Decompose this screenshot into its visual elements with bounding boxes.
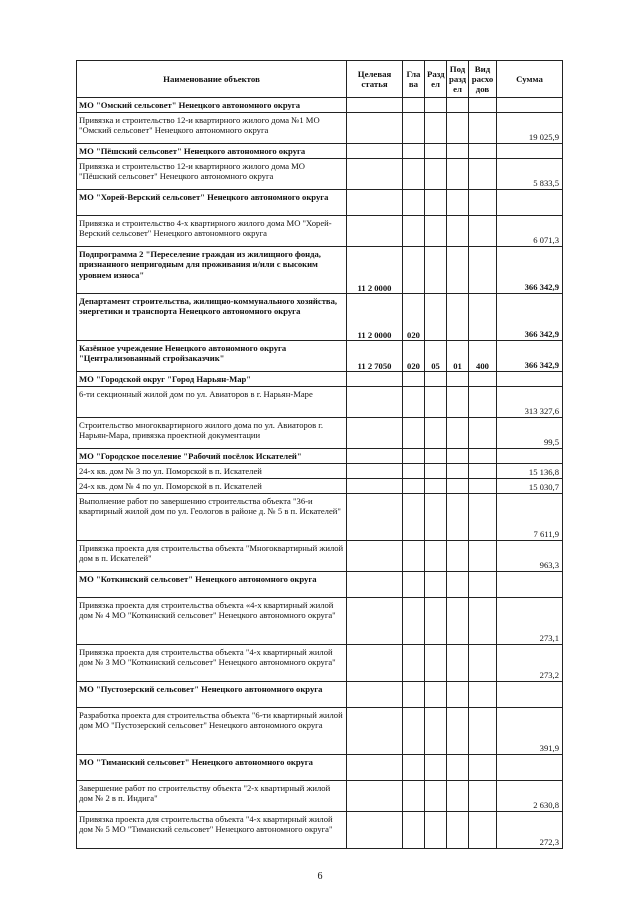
cell-name: МО "Городское поселение "Рабочий посёлок Искателей": [77, 449, 347, 464]
cell-sum: 273,2: [497, 645, 563, 682]
cell-sum: 19 025,9: [497, 113, 563, 144]
table-body: [77, 98, 563, 849]
cell-expense-type: [469, 190, 497, 216]
cell-name: Привязка и строительство 12-и квартирного жилого дома №1 МО "Омский сельсовет" Ненецкого автономного округа: [77, 113, 347, 144]
cell-expense-type: [469, 159, 497, 190]
cell-chapter: [403, 144, 425, 159]
cell-expense-type: [469, 372, 497, 387]
cell-name: Завершение работ по строительству объекта "2-х квартирный жилой дом № 2 в п. Индига": [77, 781, 347, 812]
cell-section: [425, 598, 447, 645]
cell-target-article: [347, 755, 403, 781]
cell-name: Привязка проекта для строительства объекта "Многоквартирный жилой дом в п. Искателей": [77, 541, 347, 572]
cell-section: [425, 781, 447, 812]
cell-target-article: [347, 372, 403, 387]
cell-name: Казённое учреждение Ненецкого автономного округа "Централизованный стройзаказчик": [77, 341, 347, 372]
cell-chapter: [403, 113, 425, 144]
cell-target-article: [347, 541, 403, 572]
cell-section: [425, 98, 447, 113]
table-row: [77, 682, 563, 708]
budget-table: [76, 60, 563, 849]
cell-name: МО "Омский сельсовет" Ненецкого автономного округа: [77, 98, 347, 113]
cell-expense-type: [469, 387, 497, 418]
cell-subsection: [447, 98, 469, 113]
cell-expense-type: [469, 645, 497, 682]
table-row: [77, 113, 563, 144]
header-name: Наименование объектов: [77, 61, 347, 98]
cell-chapter: [403, 781, 425, 812]
cell-expense-type: [469, 98, 497, 113]
cell-name: Привязка и строительство 4-х квартирного жилого дома МО "Хорей-Верский сельсовет" Ненецкого автономного округа: [77, 216, 347, 247]
cell-target-article: 11 2 0000: [347, 247, 403, 294]
cell-section: [425, 645, 447, 682]
cell-subsection: [447, 216, 469, 247]
cell-expense-type: 400: [469, 341, 497, 372]
cell-chapter: [403, 372, 425, 387]
table-row: [77, 645, 563, 682]
cell-chapter: [403, 418, 425, 449]
cell-expense-type: [469, 682, 497, 708]
table-row: [77, 144, 563, 159]
header-subsection: Под разд ел: [447, 61, 469, 98]
cell-expense-type: [469, 598, 497, 645]
cell-sum: 963,3: [497, 541, 563, 572]
cell-subsection: 01: [447, 341, 469, 372]
cell-subsection: [447, 464, 469, 479]
cell-expense-type: [469, 781, 497, 812]
cell-subsection: [447, 494, 469, 541]
cell-expense-type: [469, 755, 497, 781]
cell-sum: 15 030,7: [497, 479, 563, 494]
table-row: [77, 572, 563, 598]
cell-sum: [497, 682, 563, 708]
header-chapter: Гла ва: [403, 61, 425, 98]
cell-name: МО "Тиманский сельсовет" Ненецкого автономного округа: [77, 755, 347, 781]
cell-expense-type: [469, 418, 497, 449]
cell-subsection: [447, 708, 469, 755]
cell-target-article: 11 2 7050: [347, 341, 403, 372]
cell-chapter: [403, 645, 425, 682]
cell-target-article: [347, 190, 403, 216]
cell-target-article: [347, 494, 403, 541]
cell-subsection: [447, 159, 469, 190]
table-row: [77, 708, 563, 755]
cell-subsection: [447, 572, 469, 598]
cell-subsection: [447, 294, 469, 341]
table-row: [77, 247, 563, 294]
cell-subsection: [447, 781, 469, 812]
cell-section: [425, 449, 447, 464]
cell-subsection: [447, 247, 469, 294]
cell-chapter: [403, 708, 425, 755]
cell-expense-type: [469, 449, 497, 464]
cell-target-article: [347, 98, 403, 113]
cell-name: МО "Коткинский сельсовет" Ненецкого автономного округа: [77, 572, 347, 598]
cell-target-article: [347, 645, 403, 682]
table-row: [77, 755, 563, 781]
cell-chapter: [403, 541, 425, 572]
cell-expense-type: [469, 541, 497, 572]
cell-chapter: [403, 572, 425, 598]
table-row: [77, 812, 563, 849]
cell-target-article: [347, 113, 403, 144]
cell-subsection: [447, 113, 469, 144]
cell-subsection: [447, 449, 469, 464]
cell-target-article: [347, 216, 403, 247]
cell-name: Привязка проекта для строительства объекта «4-х квартирный жилой дом № 4 МО "Коткинский сельсовет" Ненецкого автономного округа": [77, 598, 347, 645]
cell-name: Выполнение работ по завершению строительства объекта "36-и квартирный жилой дом по ул. Геологов в районе д. № 5 в п. Искателей": [77, 494, 347, 541]
cell-section: [425, 812, 447, 849]
cell-sum: [497, 572, 563, 598]
cell-target-article: [347, 572, 403, 598]
table-row: [77, 598, 563, 645]
table-row: [77, 541, 563, 572]
table-row: [77, 341, 563, 372]
cell-sum: 272,3: [497, 812, 563, 849]
cell-section: [425, 113, 447, 144]
header-expense-type: Вид расхо дов: [469, 61, 497, 98]
cell-expense-type: [469, 494, 497, 541]
cell-chapter: [403, 598, 425, 645]
cell-section: [425, 755, 447, 781]
cell-sum: [497, 144, 563, 159]
cell-sum: [497, 449, 563, 464]
cell-sum: 6 071,3: [497, 216, 563, 247]
cell-subsection: [447, 387, 469, 418]
cell-section: [425, 159, 447, 190]
cell-target-article: 11 2 0000: [347, 294, 403, 341]
cell-subsection: [447, 418, 469, 449]
cell-chapter: 020: [403, 341, 425, 372]
cell-expense-type: [469, 572, 497, 598]
cell-section: [425, 216, 447, 247]
cell-target-article: [347, 387, 403, 418]
cell-subsection: [447, 645, 469, 682]
cell-sum: 5 833,5: [497, 159, 563, 190]
cell-name: Привязка проекта для строительства объекта "4-х квартирный жилой дом № 3 МО "Коткинский сельсовет" Ненецкого автономного округа": [77, 645, 347, 682]
cell-chapter: [403, 494, 425, 541]
header-section: Разд ел: [425, 61, 447, 98]
cell-target-article: [347, 418, 403, 449]
cell-target-article: [347, 449, 403, 464]
cell-target-article: [347, 682, 403, 708]
table-row: [77, 372, 563, 387]
cell-section: [425, 464, 447, 479]
table-row: [77, 418, 563, 449]
cell-sum: 366 342,9: [497, 247, 563, 294]
cell-sum: [497, 98, 563, 113]
cell-name: Привязка проекта для строительства объекта "4-х квартирный жилой дом № 5 МО "Тиманский сельсовет" Ненецкого автономного округа": [77, 812, 347, 849]
table-row: [77, 449, 563, 464]
cell-subsection: [447, 812, 469, 849]
cell-name: 24-х кв. дом № 4 по ул. Поморской в п. Искателей: [77, 479, 347, 494]
cell-name: МО "Пустозерский сельсовет" Ненецкого автономного округа: [77, 682, 347, 708]
cell-section: [425, 682, 447, 708]
table-row: [77, 190, 563, 216]
cell-sum: 366 342,9: [497, 294, 563, 341]
cell-chapter: [403, 755, 425, 781]
page-number: 6: [317, 871, 323, 882]
cell-section: [425, 387, 447, 418]
table-row: [77, 159, 563, 190]
cell-sum: 99,5: [497, 418, 563, 449]
table-row: [77, 479, 563, 494]
cell-name: Подпрограмма 2 "Переселение граждан из жилищного фонда, признанного непригодным для проживания и/или с высоким уровнем износа": [77, 247, 347, 294]
cell-section: [425, 572, 447, 598]
cell-name: 6-ти секционный жилой дом по ул. Авиаторов в г. Нарьян-Маре: [77, 387, 347, 418]
cell-sum: 366 342,9: [497, 341, 563, 372]
table-row: [77, 98, 563, 113]
cell-section: 05: [425, 341, 447, 372]
cell-chapter: [403, 216, 425, 247]
table-row: [77, 294, 563, 341]
header-sum: Сумма: [497, 61, 563, 98]
cell-expense-type: [469, 812, 497, 849]
cell-section: [425, 494, 447, 541]
cell-name: Привязка и строительство 12-и квартирного жилого дома МО "Пёшский сельсовет" Ненецкого автономного округа: [77, 159, 347, 190]
cell-name: Строительство многоквартирного жилого дома по ул. Авиаторов г. Нарьян-Мара, привязка проектной документации: [77, 418, 347, 449]
cell-chapter: [403, 247, 425, 294]
cell-target-article: [347, 781, 403, 812]
cell-section: [425, 418, 447, 449]
cell-section: [425, 541, 447, 572]
cell-target-article: [347, 708, 403, 755]
cell-subsection: [447, 372, 469, 387]
cell-section: [425, 708, 447, 755]
cell-chapter: [403, 682, 425, 708]
cell-chapter: [403, 464, 425, 479]
table-row: [77, 387, 563, 418]
header-row: [77, 61, 563, 98]
cell-expense-type: [469, 708, 497, 755]
cell-expense-type: [469, 294, 497, 341]
cell-chapter: [403, 449, 425, 464]
cell-chapter: 020: [403, 294, 425, 341]
table-row: [77, 781, 563, 812]
cell-sum: 313 327,6: [497, 387, 563, 418]
cell-subsection: [447, 190, 469, 216]
cell-section: [425, 372, 447, 387]
cell-sum: 391,9: [497, 708, 563, 755]
cell-expense-type: [469, 113, 497, 144]
cell-name: МО "Городской округ "Город Нарьян-Мар": [77, 372, 347, 387]
table-row: [77, 464, 563, 479]
cell-name: Департамент строительства, жилищно-коммунального хозяйства, энергетики и транспорта Ненецкого автономного округа: [77, 294, 347, 341]
cell-subsection: [447, 479, 469, 494]
cell-subsection: [447, 541, 469, 572]
cell-name: МО "Пёшский сельсовет" Ненецкого автономного округа: [77, 144, 347, 159]
cell-sum: 273,1: [497, 598, 563, 645]
cell-target-article: [347, 598, 403, 645]
cell-sum: 2 630,8: [497, 781, 563, 812]
table-row: [77, 216, 563, 247]
cell-chapter: [403, 190, 425, 216]
cell-section: [425, 247, 447, 294]
cell-subsection: [447, 682, 469, 708]
cell-expense-type: [469, 464, 497, 479]
cell-subsection: [447, 144, 469, 159]
cell-target-article: [347, 812, 403, 849]
cell-subsection: [447, 755, 469, 781]
cell-section: [425, 144, 447, 159]
cell-name: Разработка проекта для строительства объекта "6-ти квартирный жилой дом МО "Пустозерский сельсовет" Ненецкого автономного округа: [77, 708, 347, 755]
header-target-article: Целевая статья: [347, 61, 403, 98]
cell-section: [425, 190, 447, 216]
cell-expense-type: [469, 144, 497, 159]
cell-sum: 7 611,9: [497, 494, 563, 541]
cell-subsection: [447, 598, 469, 645]
cell-expense-type: [469, 479, 497, 494]
cell-target-article: [347, 144, 403, 159]
cell-name: 24-х кв. дом № 3 по ул. Поморской в п. Искателей: [77, 464, 347, 479]
cell-name: МО "Хорей-Верский сельсовет" Ненецкого автономного округа: [77, 190, 347, 216]
cell-target-article: [347, 464, 403, 479]
cell-chapter: [403, 387, 425, 418]
table-header: [77, 61, 563, 98]
table-row: [77, 494, 563, 541]
cell-section: [425, 479, 447, 494]
cell-chapter: [403, 812, 425, 849]
cell-chapter: [403, 98, 425, 113]
cell-sum: [497, 755, 563, 781]
cell-section: [425, 294, 447, 341]
cell-expense-type: [469, 216, 497, 247]
cell-chapter: [403, 479, 425, 494]
cell-target-article: [347, 479, 403, 494]
cell-sum: [497, 190, 563, 216]
cell-sum: 15 136,8: [497, 464, 563, 479]
cell-target-article: [347, 159, 403, 190]
cell-expense-type: [469, 247, 497, 294]
cell-chapter: [403, 159, 425, 190]
cell-sum: [497, 372, 563, 387]
